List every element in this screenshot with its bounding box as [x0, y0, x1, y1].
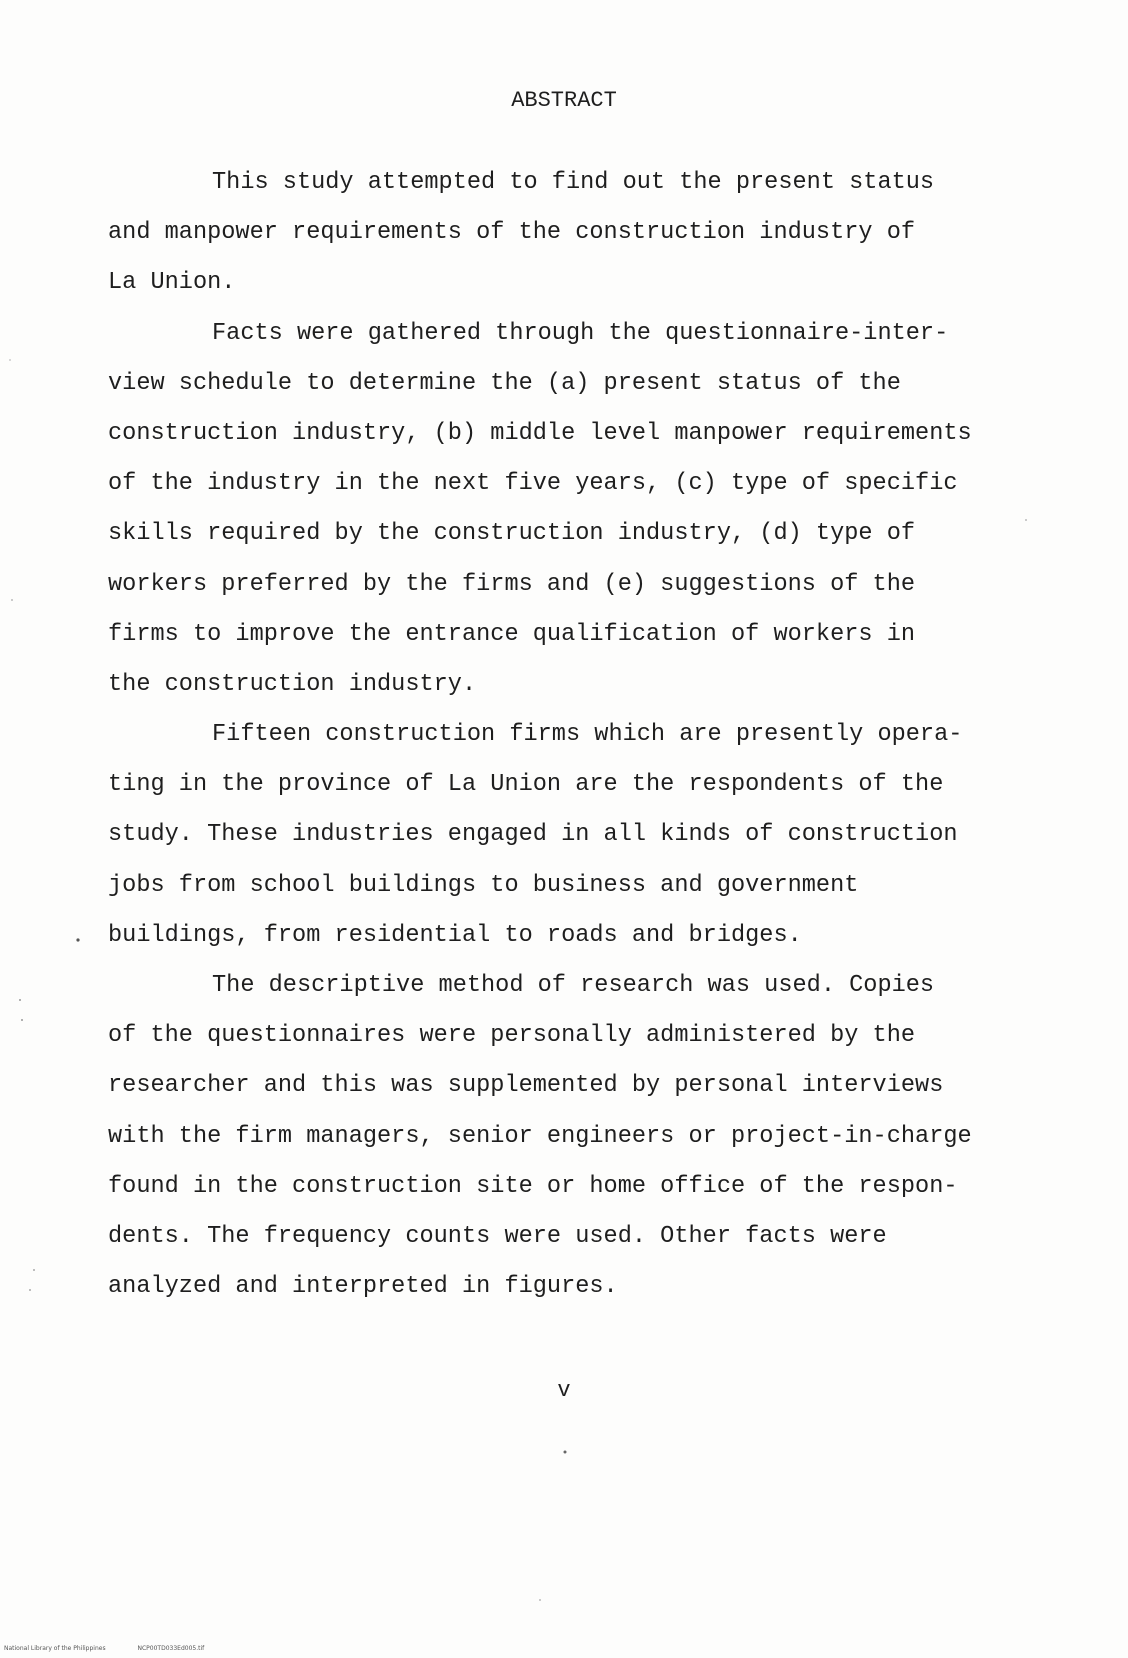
- footer-file-id: NCP00TD033Ed005.tif: [137, 1645, 205, 1652]
- text-line: ting in the province of La Union are the respondents of the: [108, 771, 944, 799]
- text-line: of the questionnaires were personally administered by the: [108, 1022, 916, 1050]
- paragraph: [108, 309, 1068, 711]
- paragraph: [108, 710, 1068, 961]
- text-line: workers preferred by the firms and (e) suggestions of the: [108, 570, 916, 598]
- abstract-body: [108, 158, 1068, 1312]
- text-line: Facts were gathered through the questionnaire-inter-: [212, 319, 949, 347]
- text-line: buildings, from residential to roads and bridges.: [108, 921, 802, 949]
- text-line: researcher and this was supplemented by personal interviews: [108, 1072, 944, 1100]
- text-line: jobs from school buildings to business and government: [108, 871, 859, 899]
- text-line: construction industry, (b) middle level manpower requirements: [108, 419, 972, 447]
- text-line: Fifteen construction firms which are presently opera-: [212, 721, 963, 749]
- text-line: view schedule to determine the (a) present status of the: [108, 369, 901, 397]
- text-line: This study attempted to find out the present status: [212, 169, 935, 196]
- text-line: with the firm managers, senior engineers or project-in-charge: [108, 1122, 972, 1150]
- text-line: study. These industries engaged in all kinds of construction: [108, 821, 958, 849]
- text-line: The descriptive method of research was used. Copies: [212, 972, 935, 999]
- text-line: found in the construction site or home office of the respon-: [108, 1172, 958, 1200]
- text-line: analyzed and interpreted in figures.: [108, 1273, 618, 1301]
- text-line: of the industry in the next five years, (c) type of specific: [108, 470, 958, 498]
- text-line: skills required by the construction industry, (d) type of: [108, 520, 916, 548]
- paragraph: [108, 961, 1068, 1312]
- footer-library: National Library of the Philippines: [4, 1645, 106, 1652]
- text-line: the construction industry.: [108, 670, 477, 698]
- page-number: v: [557, 1378, 571, 1403]
- text-line: dents. The frequency counts were used. Other facts were: [108, 1222, 887, 1250]
- text-line: and manpower requirements of the construction industry of: [108, 219, 916, 247]
- document-title: ABSTRACT: [511, 88, 617, 113]
- paragraph: [108, 158, 1068, 309]
- scan-footer: [4, 1645, 234, 1652]
- text-line: firms to improve the entrance qualification of workers in: [108, 620, 916, 648]
- text-line: La Union.: [108, 269, 236, 297]
